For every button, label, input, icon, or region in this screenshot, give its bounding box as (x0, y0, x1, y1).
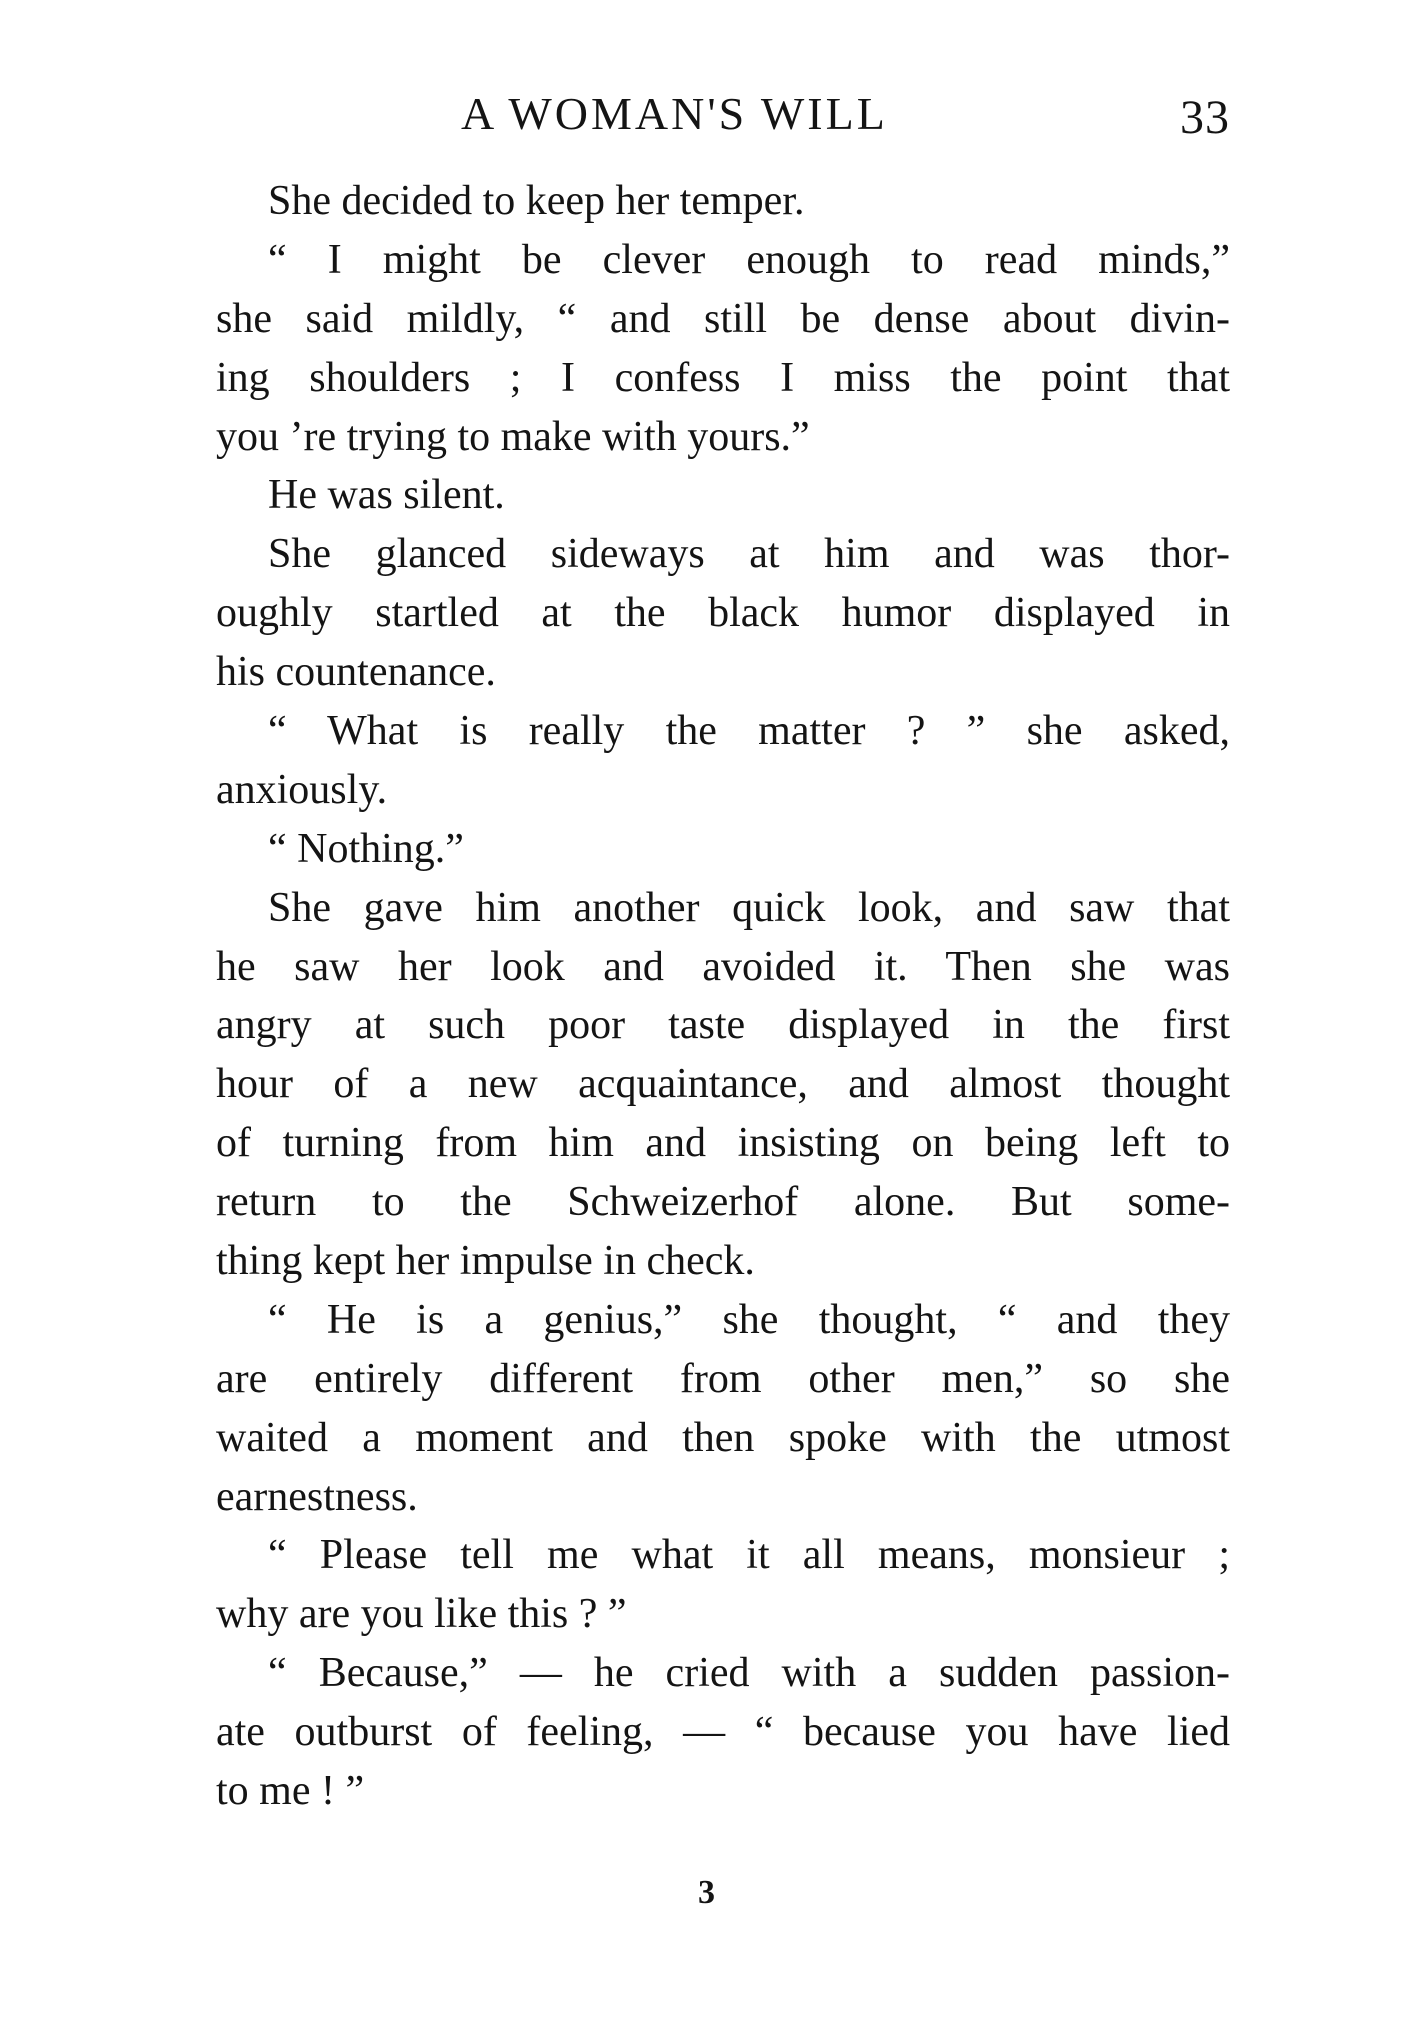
text-line: hour of a new acquaintance, and almost thought (216, 1061, 1230, 1108)
text-line: anxiously. (216, 766, 388, 813)
page-header (216, 84, 1230, 144)
text-line: oughly startled at the black humor displayed in (216, 590, 1230, 637)
text-line: “ Because,” — he cried with a sudden passion- (268, 1650, 1230, 1697)
text-line: of turning from him and insisting on being left to (216, 1120, 1230, 1167)
text-line: thing kept her impulse in check. (216, 1238, 755, 1285)
text-line: “ Please tell me what it all means, monsieur ; (268, 1532, 1230, 1579)
text-line: are entirely different from other men,” so she (216, 1355, 1230, 1402)
text-line: ate outburst of feeling, — “ because you have lied (216, 1709, 1230, 1756)
text-line: to me ! ” (216, 1768, 365, 1815)
page-number: 33 (1180, 91, 1230, 144)
text-line: he saw her look and avoided it. Then she was (216, 943, 1230, 990)
text-line: why are you like this ? ” (216, 1591, 627, 1638)
text-line: “ I might be clever enough to read minds,” (268, 236, 1230, 283)
text-line: you ’re trying to make with yours.” (216, 413, 810, 460)
signature-mark: 3 (698, 1874, 715, 1911)
text-line: angry at such poor taste displayed in the first (216, 1002, 1230, 1049)
text-line: “ He is a genius,” she thought, “ and they (268, 1296, 1230, 1343)
running-head: A WOMAN'S WILL (461, 88, 888, 139)
text-line: ing shoulders ; I confess I miss the point that (216, 354, 1230, 401)
text-line: his countenance. (216, 649, 496, 696)
text-line: She decided to keep her temper. (268, 178, 805, 224)
text-line: She gave him another quick look, and saw that (268, 884, 1230, 931)
text-line: earnestness. (216, 1473, 418, 1520)
text-line: “ What is really the matter ? ” she asked, (268, 708, 1230, 755)
body-text (216, 172, 1230, 1821)
text-line: “ Nothing.” (268, 825, 464, 872)
text-line: return to the Schweizerhof alone. But some- (216, 1179, 1230, 1226)
text-line: She glanced sideways at him and was thor- (268, 531, 1230, 578)
text-line: waited a moment and then spoke with the utmost (216, 1414, 1230, 1461)
text-line: He was silent. (268, 472, 505, 519)
text-line: she said mildly, “ and still be dense about divin- (216, 295, 1230, 342)
